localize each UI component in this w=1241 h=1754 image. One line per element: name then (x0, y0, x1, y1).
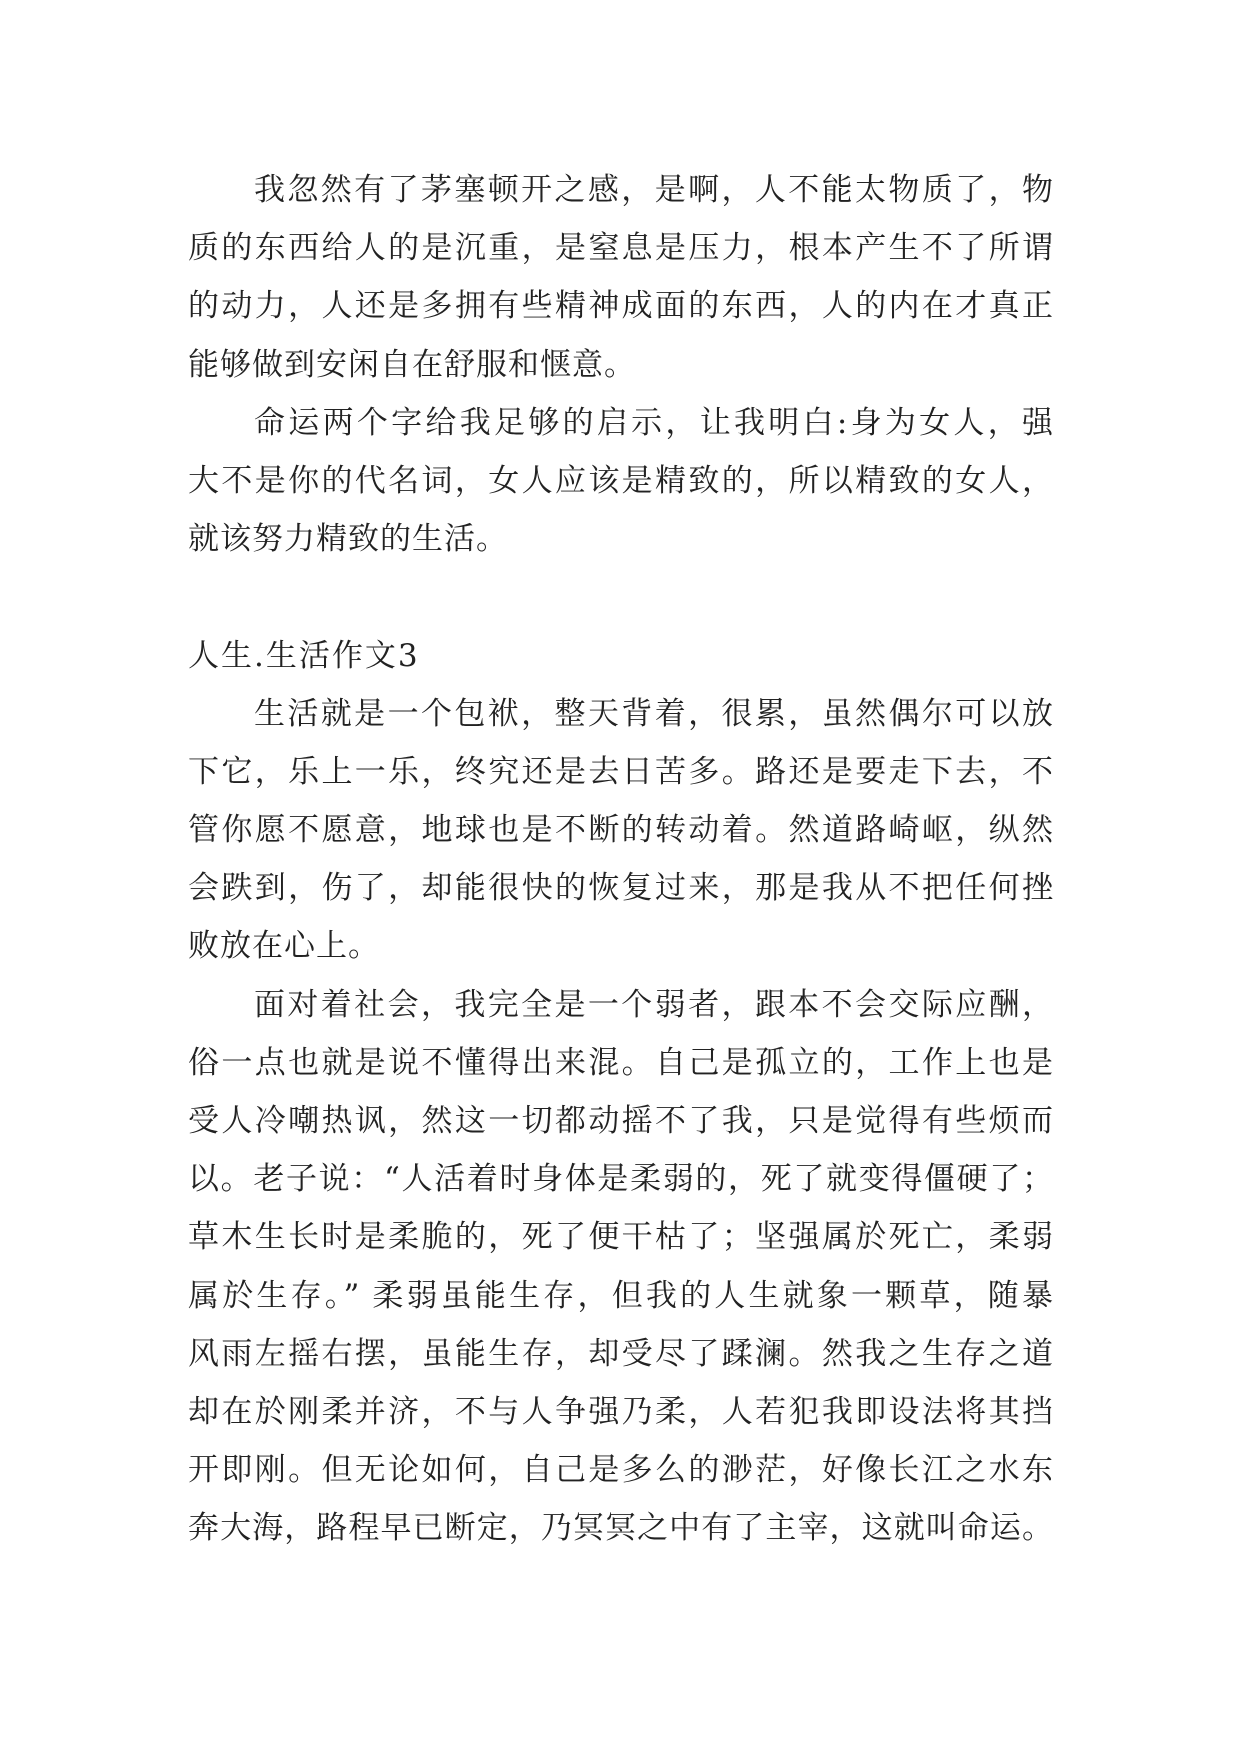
paragraph-line: 我忽然有了茅塞顿开之感，是啊，人不能太物质了，物 (254, 172, 1053, 208)
paragraph-line: 以。老子说：“人活着时身体是柔弱的，死了就变得僵硬了； (188, 1161, 1053, 1198)
paragraph-line: 开即刚。但无论如何，自己是多么的渺茫，好像长江之水东 (188, 1452, 1053, 1489)
paragraph-3 (188, 685, 1053, 976)
paragraph-line: 草木生长时是柔脆的，死了便干枯了；坚强属於死亡，柔弱 (188, 1219, 1053, 1256)
paragraph-line: 的动力，人还是多拥有些精神成面的东西，人的内在才真正 (188, 288, 1053, 325)
paragraph-2 (188, 394, 1053, 569)
document-body (188, 161, 1053, 1558)
section-heading: 人生.生活作文3 (188, 637, 420, 674)
paragraph-line: 面对着社会，我完全是一个弱者，跟本不会交际应酬， (254, 986, 1053, 1023)
paragraph-4 (188, 976, 1053, 1558)
paragraph-line: 受人冷嘲热讽，然这一切都动摇不了我，只是觉得有些烦而 (188, 1103, 1053, 1139)
paragraph-line: 就该努力精致的生活。 (188, 521, 508, 558)
paragraph-line: 会跌到，伤了，却能很快的恢复过来，那是我从不把任何挫 (188, 870, 1053, 907)
paragraph-line: 下它，乐上一乐，终究还是去日苦多。路还是要走下去，不 (188, 753, 1053, 790)
paragraph-line: 俗一点也就是说不懂得出来混。自己是孤立的，工作上也是 (188, 1044, 1053, 1081)
paragraph-line: 败放在心上。 (188, 928, 380, 965)
paragraph-1 (188, 161, 1053, 394)
paragraph-line: 生活就是一个包袱，整天背着，很累，虽然偶尔可以放 (254, 695, 1053, 732)
paragraph-line: 属於生存。” 柔弱虽能生存，但我的人生就象一颗草，随暴 (188, 1277, 1053, 1314)
paragraph-line: 大不是你的代名词，女人应该是精致的，所以精致的女人， (188, 462, 1053, 499)
paragraph-line: 质的东西给人的是沉重，是窒息是压力，根本产生不了所谓 (188, 230, 1053, 267)
paragraph-line: 能够做到安闲自在舒服和惬意。 (188, 346, 636, 383)
paragraph-line: 命运两个字给我足够的启示，让我明白:身为女人，强 (254, 404, 1053, 441)
paragraph-line: 却在於刚柔并济，不与人争强乃柔，人若犯我即设法将其挡 (188, 1393, 1053, 1430)
paragraph-line: 管你愿不愿意，地球也是不断的转动着。然道路崎岖，纵然 (188, 812, 1053, 849)
paragraph-line: 奔大海，路程早已断定，乃冥冥之中有了主宰，这就叫命运。 (188, 1510, 1053, 1547)
paragraph-line: 风雨左摇右摆，虽能生存，却受尽了蹂澜。然我之生存之道 (188, 1335, 1053, 1372)
